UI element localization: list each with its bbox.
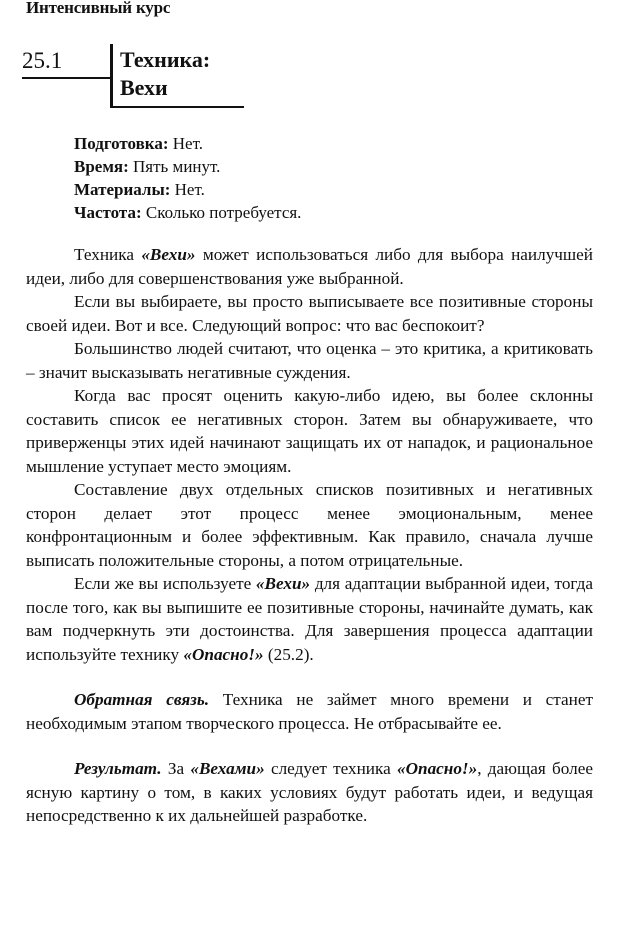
paragraph-4: Когда вас просят оценить какую-либо идею, вы более склонны составить список ее негативных сторон. Затем вы обнаруживаете, что приверженцы этих идей начинают защищать их от нападок, и рациональное мышление уступает место эмоциям. — [26, 386, 593, 476]
technique-meta — [74, 132, 301, 224]
meta-preparation: Подготовка: Нет. — [74, 134, 203, 153]
meta-frequency: Частота: Сколько потребуется. — [74, 203, 302, 222]
section-vertical-rule — [110, 44, 113, 108]
section-title — [120, 46, 210, 102]
paragraph-feedback: Обратная связь. Техника не займет много времени и станет необходимым этапом творческого процесса. Не отбрасывайте ее. — [26, 690, 593, 733]
paragraph-result: Результат. За «Вехами» следует техника «Опасно!», дающая более ясную картину о том, в каких условиях будут работать идеи, и ведущая непосредственно к их дальнейшей разработке. — [26, 759, 593, 825]
paragraph-6: Если же вы используете «Вехи» для адаптации выбранной идеи, тогда после того, как вы выпишите ее позитивные стороны, начинайте думать, как вам подчеркнуть эти достоинства. Для завершения процесса адаптации используйте технику «Опасно!» (25.2). — [26, 574, 593, 664]
meta-materials: Материалы: Нет. — [74, 180, 205, 199]
section-title-underline — [110, 106, 244, 108]
running-head: Интенсивный курс — [26, 0, 171, 17]
section-number-underline — [22, 77, 110, 79]
paragraph-3: Большинство людей считают, что оценка – это критика, а критиковать – значит высказывать негативные суждения. — [26, 339, 593, 382]
section-title-line-1: Техника: — [120, 47, 211, 72]
paragraph-5: Составление двух отдельных списков позитивных и негативных сторон делает этот процесс менее эмоциональным, менее конфронтационным и более эффективным. Как правило, сначала лучше выписать положительные стороны, а потом отрицательные. — [26, 480, 593, 570]
section-title-line-2: Вехи — [120, 75, 168, 100]
body-text — [26, 243, 593, 828]
section-heading — [22, 44, 232, 106]
section-number: 25.1 — [22, 48, 63, 73]
meta-time: Время: Пять минут. — [74, 157, 221, 176]
paragraph-2: Если вы выбираете, вы просто выписываете все позитивные стороны своей идеи. Вот и все. Следующий вопрос: что вас беспокоит? — [26, 292, 593, 335]
paragraph-1: Техника «Вехи» может использоваться либо для выбора наилучшей идеи, либо для совершенствования уже выбранной. — [26, 245, 593, 288]
